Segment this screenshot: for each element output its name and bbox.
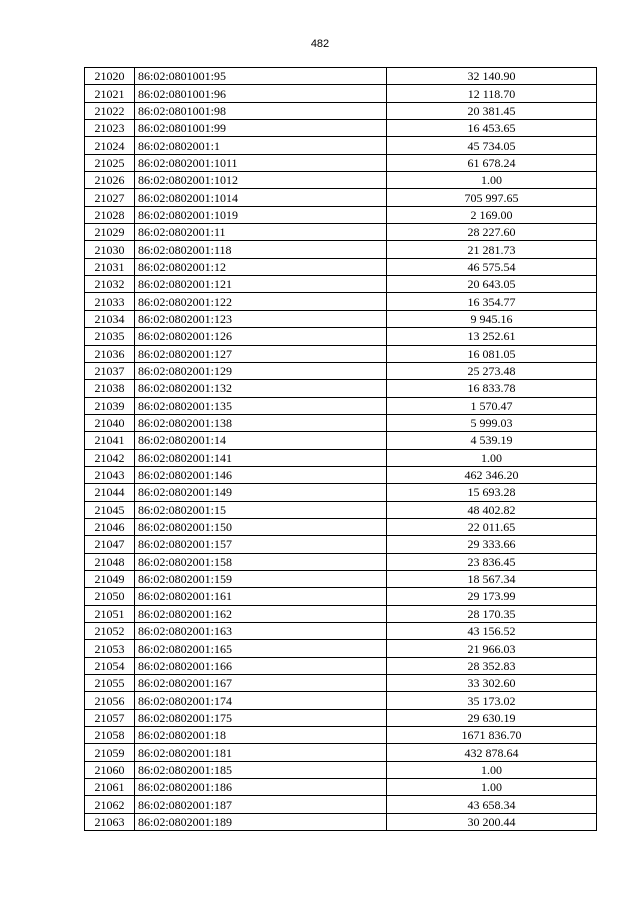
cadastral-number-cell: 86:02:0801001:98 bbox=[135, 102, 387, 119]
value-cell: 16 833.78 bbox=[387, 380, 597, 397]
value-cell: 1 570.47 bbox=[387, 397, 597, 414]
table-row bbox=[85, 501, 597, 518]
cadastral-number-cell: 86:02:0802001:129 bbox=[135, 362, 387, 379]
cadastral-number-cell: 86:02:0802001:185 bbox=[135, 761, 387, 778]
row-number-cell: 21045 bbox=[85, 501, 135, 518]
row-number-cell: 21051 bbox=[85, 605, 135, 622]
row-number-cell: 21040 bbox=[85, 414, 135, 431]
row-number-cell: 21025 bbox=[85, 154, 135, 171]
cadastral-number-cell: 86:02:0802001:18 bbox=[135, 727, 387, 744]
table-row bbox=[85, 137, 597, 154]
table-row bbox=[85, 675, 597, 692]
cadastral-number-cell: 86:02:0802001:175 bbox=[135, 709, 387, 726]
value-cell: 20 643.05 bbox=[387, 276, 597, 293]
value-cell: 1671 836.70 bbox=[387, 727, 597, 744]
cadastral-number-cell: 86:02:0802001:166 bbox=[135, 657, 387, 674]
cadastral-number-cell: 86:02:0802001:167 bbox=[135, 675, 387, 692]
table-row bbox=[85, 310, 597, 327]
value-cell: 25 273.48 bbox=[387, 362, 597, 379]
cadastral-number-cell: 86:02:0802001:135 bbox=[135, 397, 387, 414]
table-row bbox=[85, 813, 597, 830]
row-number-cell: 21036 bbox=[85, 345, 135, 362]
row-number-cell: 21038 bbox=[85, 380, 135, 397]
table-row bbox=[85, 484, 597, 501]
value-cell: 21 281.73 bbox=[387, 241, 597, 258]
value-cell: 432 878.64 bbox=[387, 744, 597, 761]
cadastral-number-cell: 86:02:0802001:1 bbox=[135, 137, 387, 154]
table-row bbox=[85, 605, 597, 622]
table-row bbox=[85, 692, 597, 709]
value-cell: 462 346.20 bbox=[387, 466, 597, 483]
table-row bbox=[85, 570, 597, 587]
cadastral-number-cell: 86:02:0802001:158 bbox=[135, 553, 387, 570]
value-cell: 1.00 bbox=[387, 449, 597, 466]
table-row bbox=[85, 276, 597, 293]
cadastral-number-cell: 86:02:0802001:1014 bbox=[135, 189, 387, 206]
value-cell: 28 352.83 bbox=[387, 657, 597, 674]
cadastral-number-cell: 86:02:0802001:149 bbox=[135, 484, 387, 501]
row-number-cell: 21059 bbox=[85, 744, 135, 761]
row-number-cell: 21041 bbox=[85, 432, 135, 449]
table-row bbox=[85, 640, 597, 657]
table-row bbox=[85, 449, 597, 466]
value-cell: 18 567.34 bbox=[387, 570, 597, 587]
row-number-cell: 21056 bbox=[85, 692, 135, 709]
cadastral-number-cell: 86:02:0802001:163 bbox=[135, 623, 387, 640]
value-cell: 9 945.16 bbox=[387, 310, 597, 327]
cadastral-number-cell: 86:02:0802001:1019 bbox=[135, 206, 387, 223]
row-number-cell: 21055 bbox=[85, 675, 135, 692]
row-number-cell: 21044 bbox=[85, 484, 135, 501]
value-cell: 16 354.77 bbox=[387, 293, 597, 310]
value-cell: 16 453.65 bbox=[387, 120, 597, 137]
table-row bbox=[85, 258, 597, 275]
cadastral-number-cell: 86:02:0802001:127 bbox=[135, 345, 387, 362]
row-number-cell: 21028 bbox=[85, 206, 135, 223]
cadastral-value-table bbox=[84, 67, 597, 831]
cadastral-number-cell: 86:02:0802001:1012 bbox=[135, 172, 387, 189]
cadastral-number-cell: 86:02:0802001:159 bbox=[135, 570, 387, 587]
value-cell: 1.00 bbox=[387, 779, 597, 796]
row-number-cell: 21050 bbox=[85, 588, 135, 605]
table-row bbox=[85, 761, 597, 778]
value-cell: 23 836.45 bbox=[387, 553, 597, 570]
value-cell: 1.00 bbox=[387, 761, 597, 778]
row-number-cell: 21037 bbox=[85, 362, 135, 379]
value-cell: 28 170.35 bbox=[387, 605, 597, 622]
value-cell: 4 539.19 bbox=[387, 432, 597, 449]
row-number-cell: 21062 bbox=[85, 796, 135, 813]
table-row bbox=[85, 466, 597, 483]
table-row bbox=[85, 328, 597, 345]
row-number-cell: 21030 bbox=[85, 241, 135, 258]
cadastral-number-cell: 86:02:0802001:189 bbox=[135, 813, 387, 830]
table-row bbox=[85, 657, 597, 674]
table-row bbox=[85, 518, 597, 535]
row-number-cell: 21048 bbox=[85, 553, 135, 570]
table-row bbox=[85, 154, 597, 171]
row-number-cell: 21049 bbox=[85, 570, 135, 587]
row-number-cell: 21039 bbox=[85, 397, 135, 414]
table-row bbox=[85, 414, 597, 431]
cadastral-number-cell: 86:02:0802001:150 bbox=[135, 518, 387, 535]
value-cell: 5 999.03 bbox=[387, 414, 597, 431]
value-cell: 30 200.44 bbox=[387, 813, 597, 830]
cadastral-number-cell: 86:02:0802001:146 bbox=[135, 466, 387, 483]
cadastral-number-cell: 86:02:0802001:187 bbox=[135, 796, 387, 813]
value-cell: 32 140.90 bbox=[387, 68, 597, 85]
row-number-cell: 21042 bbox=[85, 449, 135, 466]
row-number-cell: 21027 bbox=[85, 189, 135, 206]
table-row bbox=[85, 206, 597, 223]
value-cell: 61 678.24 bbox=[387, 154, 597, 171]
value-cell: 21 966.03 bbox=[387, 640, 597, 657]
value-cell: 2 169.00 bbox=[387, 206, 597, 223]
table-row bbox=[85, 744, 597, 761]
table-row bbox=[85, 709, 597, 726]
table-row bbox=[85, 623, 597, 640]
table-body bbox=[85, 68, 597, 831]
table-row bbox=[85, 172, 597, 189]
row-number-cell: 21043 bbox=[85, 466, 135, 483]
row-number-cell: 21022 bbox=[85, 102, 135, 119]
row-number-cell: 21057 bbox=[85, 709, 135, 726]
value-cell: 33 302.60 bbox=[387, 675, 597, 692]
row-number-cell: 21029 bbox=[85, 224, 135, 241]
page-number: 482 bbox=[310, 38, 330, 50]
value-cell: 35 173.02 bbox=[387, 692, 597, 709]
value-cell: 13 252.61 bbox=[387, 328, 597, 345]
cadastral-number-cell: 86:02:0802001:181 bbox=[135, 744, 387, 761]
cadastral-number-cell: 86:02:0801001:99 bbox=[135, 120, 387, 137]
value-cell: 29 630.19 bbox=[387, 709, 597, 726]
row-number-cell: 21034 bbox=[85, 310, 135, 327]
cadastral-number-cell: 86:02:0802001:118 bbox=[135, 241, 387, 258]
row-number-cell: 21047 bbox=[85, 536, 135, 553]
value-cell: 46 575.54 bbox=[387, 258, 597, 275]
value-cell: 1.00 bbox=[387, 172, 597, 189]
value-cell: 48 402.82 bbox=[387, 501, 597, 518]
cadastral-number-cell: 86:02:0802001:126 bbox=[135, 328, 387, 345]
row-number-cell: 21031 bbox=[85, 258, 135, 275]
cadastral-number-cell: 86:02:0802001:123 bbox=[135, 310, 387, 327]
cadastral-number-cell: 86:02:0802001:161 bbox=[135, 588, 387, 605]
table-row bbox=[85, 85, 597, 102]
table-row bbox=[85, 588, 597, 605]
cadastral-number-cell: 86:02:0802001:121 bbox=[135, 276, 387, 293]
table-row bbox=[85, 380, 597, 397]
cadastral-number-cell: 86:02:0801001:96 bbox=[135, 85, 387, 102]
table-row bbox=[85, 796, 597, 813]
table-row bbox=[85, 102, 597, 119]
table-row bbox=[85, 397, 597, 414]
row-number-cell: 21023 bbox=[85, 120, 135, 137]
cadastral-number-cell: 86:02:0802001:11 bbox=[135, 224, 387, 241]
cadastral-number-cell: 86:02:0802001:12 bbox=[135, 258, 387, 275]
value-cell: 29 173.99 bbox=[387, 588, 597, 605]
value-cell: 16 081.05 bbox=[387, 345, 597, 362]
row-number-cell: 21046 bbox=[85, 518, 135, 535]
cadastral-number-cell: 86:02:0801001:95 bbox=[135, 68, 387, 85]
row-number-cell: 21052 bbox=[85, 623, 135, 640]
cadastral-number-cell: 86:02:0802001:165 bbox=[135, 640, 387, 657]
table-row bbox=[85, 727, 597, 744]
cadastral-number-cell: 86:02:0802001:15 bbox=[135, 501, 387, 518]
table-row bbox=[85, 241, 597, 258]
row-number-cell: 21024 bbox=[85, 137, 135, 154]
value-cell: 43 156.52 bbox=[387, 623, 597, 640]
cadastral-number-cell: 86:02:0802001:141 bbox=[135, 449, 387, 466]
cadastral-number-cell: 86:02:0802001:174 bbox=[135, 692, 387, 709]
value-cell: 22 011.65 bbox=[387, 518, 597, 535]
row-number-cell: 21053 bbox=[85, 640, 135, 657]
value-cell: 20 381.45 bbox=[387, 102, 597, 119]
cadastral-number-cell: 86:02:0802001:122 bbox=[135, 293, 387, 310]
row-number-cell: 21033 bbox=[85, 293, 135, 310]
cadastral-number-cell: 86:02:0802001:1011 bbox=[135, 154, 387, 171]
row-number-cell: 21035 bbox=[85, 328, 135, 345]
row-number-cell: 21054 bbox=[85, 657, 135, 674]
table-row bbox=[85, 362, 597, 379]
value-cell: 705 997.65 bbox=[387, 189, 597, 206]
row-number-cell: 21032 bbox=[85, 276, 135, 293]
row-number-cell: 21061 bbox=[85, 779, 135, 796]
table-row bbox=[85, 345, 597, 362]
table-row bbox=[85, 536, 597, 553]
cadastral-number-cell: 86:02:0802001:132 bbox=[135, 380, 387, 397]
value-cell: 43 658.34 bbox=[387, 796, 597, 813]
row-number-cell: 21060 bbox=[85, 761, 135, 778]
row-number-cell: 21021 bbox=[85, 85, 135, 102]
row-number-cell: 21020 bbox=[85, 68, 135, 85]
value-cell: 28 227.60 bbox=[387, 224, 597, 241]
value-cell: 45 734.05 bbox=[387, 137, 597, 154]
cadastral-number-cell: 86:02:0802001:157 bbox=[135, 536, 387, 553]
table-row bbox=[85, 224, 597, 241]
table-row bbox=[85, 779, 597, 796]
cadastral-number-cell: 86:02:0802001:186 bbox=[135, 779, 387, 796]
cadastral-number-cell: 86:02:0802001:14 bbox=[135, 432, 387, 449]
table-row bbox=[85, 432, 597, 449]
row-number-cell: 21058 bbox=[85, 727, 135, 744]
row-number-cell: 21063 bbox=[85, 813, 135, 830]
table-row bbox=[85, 120, 597, 137]
cadastral-number-cell: 86:02:0802001:162 bbox=[135, 605, 387, 622]
table-row bbox=[85, 189, 597, 206]
row-number-cell: 21026 bbox=[85, 172, 135, 189]
table-row bbox=[85, 553, 597, 570]
table-row bbox=[85, 68, 597, 85]
value-cell: 12 118.70 bbox=[387, 85, 597, 102]
value-cell: 29 333.66 bbox=[387, 536, 597, 553]
cadastral-number-cell: 86:02:0802001:138 bbox=[135, 414, 387, 431]
table-row bbox=[85, 293, 597, 310]
value-cell: 15 693.28 bbox=[387, 484, 597, 501]
